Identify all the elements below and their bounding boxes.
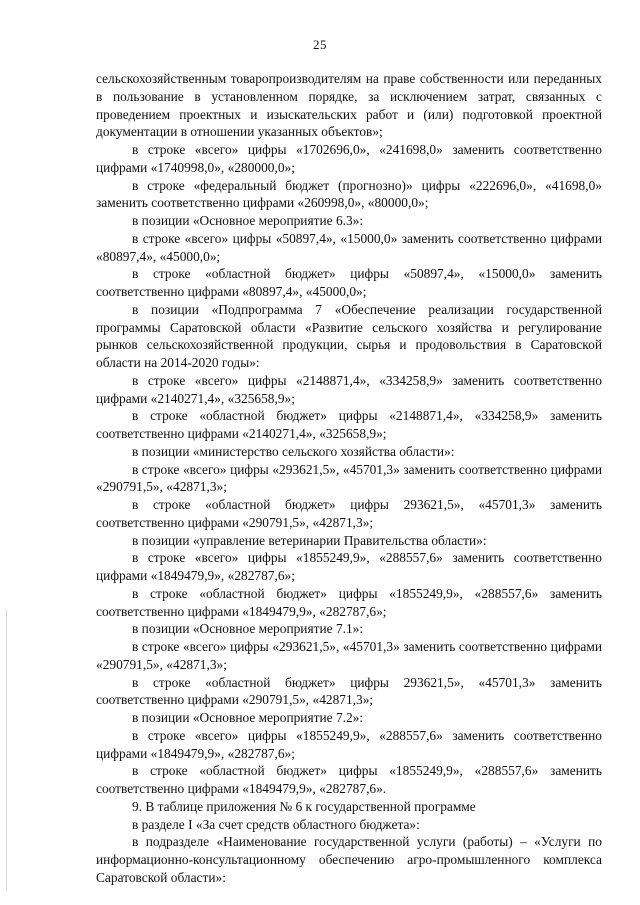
paragraph: в строке «всего» цифры «50897,4», «15000,0» заменить соответственно цифрами «80897,4», «45000,0»; [96,230,602,264]
paragraph: в позиции «Основное мероприятие 6.3»: [132,213,364,228]
paragraph: в строке «областной бюджет» цифры 293621,5», «45701,3» заменить соответственно цифрами «290791,5», «42871,3»; [96,497,602,530]
paragraph: в строке «всего» цифры «2148871,4», «334258,9» заменить соответственно цифрами «2140271,4», «325658,9»; [96,372,602,406]
paragraph: в строке «областной бюджет» цифры «2148871,4», «334258,9» заменить соответственно цифрами «2140271,4», «325658,9»; [96,408,602,441]
paragraph: в строке «всего» цифры «293621,5», «45701,3» заменить соответственно цифрами «290791,5», «42871,3»; [96,461,602,495]
paragraph: в строке «федеральный бюджет (прогнозно)» цифры «222696,0», «41698,0» заменить соответственно цифрами «260998,0», «80000,0»; [96,177,602,211]
paragraph-continuation: сельскохозяйственным товаропроизводителям на праве собственности или переданных в пользование в установленном порядке, за исключением затрат, связанных с проведением проектных и изыскательских работ и (или) подготовкой проектной документации в отношении указанных объектов»; [96,71,602,140]
paragraph: в строке «областной бюджет» цифры «1855249,9», «288557,6» заменить соответственно цифрами «1849479,9», «282787,6». [96,763,602,796]
paragraph: в строке «областной бюджет» цифры 293621,5», «45701,3» заменить соответственно цифрами «290791,5», «42871,3»; [96,674,602,708]
paragraph: в строке «всего» цифры «1702696,0», «241698,0» заменить соответственно цифрами «1740998,0», «280000,0»; [96,142,602,175]
paragraph: в позиции «Основное мероприятие 7.1»: [132,621,364,637]
page-number: 25 [313,37,327,52]
paragraph: в позиции «управление ветеринарии Правительства области»: [132,532,487,548]
paragraph: в позиции «Подпрограмма 7 «Обеспечение реализации государственной программы Саратовской области «Развитие сельского хозяйства и регулирование рынков сельскохозяйственной продукции, сырья и продовольствия в Саратовской области на 2014-2020 годы»: [96,301,602,370]
paragraph: 9. В таблице приложения № 6 к государственной программе [132,798,476,814]
paragraph: в позиции «министерство сельского хозяйства области»: [132,443,455,459]
paragraph: в строке «областной бюджет» цифры «50897,4», «15000,0» заменить соответственно цифрами «80897,4», «45000,0»; [96,266,602,299]
paragraph: в строке «всего» цифры «1855249,9», «288557,6» заменить соответственно цифрами «1849479,9», «282787,6»; [96,727,602,761]
paragraph: в позиции «Основное мероприятие 7.2»: [132,710,364,725]
paragraph: в строке «всего» цифры «1855249,9», «288557,6» заменить соответственно цифрами «1849479,9», «282787,6»; [96,550,602,583]
paragraph: в строке «всего» цифры «293621,5», «45701,3» заменить соответственно цифрами «290791,5», «42871,3»; [96,639,602,672]
scan-edge-line [6,610,7,890]
paragraph: в строке «областной бюджет» цифры «1855249,9», «288557,6» заменить соответственно цифрами «1849479,9», «282787,6»; [96,585,602,619]
paragraph: в разделе I «За счет средств областного бюджета»: [132,816,420,832]
paragraph: в подразделе «Наименование государственной услуги (работы) – «Услуги по информационно-консультационному обеспечению агро-промышленного комплекса Саратовской области»: [96,834,602,885]
document-body [96,70,602,887]
